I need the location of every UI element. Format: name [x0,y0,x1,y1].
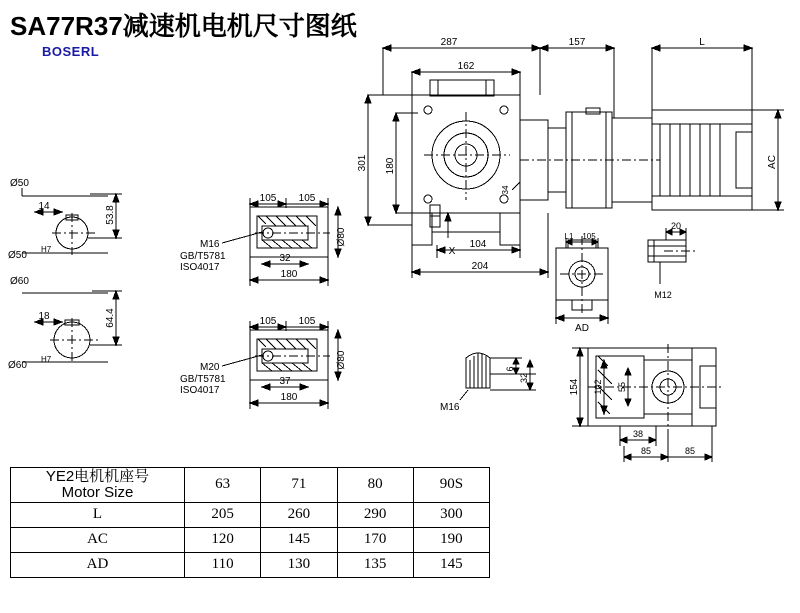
cell: 135 [337,552,413,577]
dim-301: 301 [357,154,368,172]
dim-34: 34 [501,185,510,195]
dim-204: 204 [471,261,489,272]
dim-180-a: 180 [280,269,298,280]
dim-154: 154 [569,378,580,396]
dim-d80-b: Ø80 [336,350,347,370]
dim-32: 32 [279,253,291,264]
dim-85-a: 85 [640,446,652,456]
dim-287: 287 [440,37,458,48]
dim-18: 18 [38,311,50,322]
dim-105-b: 105 [298,193,316,204]
row-label-L: L [11,502,185,527]
label-M16-bolt: M16 [440,402,460,413]
dim-105-e: 105 [582,232,596,241]
dim-38: 38 [632,429,644,439]
label-X: X [448,246,456,257]
cell: 300 [413,502,489,527]
row-label-motor-size [11,468,185,503]
cell: 90S [413,468,489,503]
dim-L: L [699,37,705,48]
dim-85-b: 85 [684,446,696,456]
cell: 120 [185,527,261,552]
dim-102: 102 [593,379,603,395]
cell: 205 [185,502,261,527]
dim-h7-b: H7 [41,355,52,364]
dim-64-4: 64.4 [105,308,116,328]
cell: 190 [413,527,489,552]
dim-d60h7: Ø60 [8,360,27,371]
brand-logo: BOSERL [42,44,100,59]
dim-37: 37 [279,376,291,387]
dim-180-b: 180 [280,392,298,403]
dim-157: 157 [568,37,586,48]
dim-d50h7: Ø50 [8,250,27,261]
row-label-AC: AC [11,527,185,552]
cell: 145 [413,552,489,577]
cell: 63 [185,468,261,503]
label-M16-a: M16 [200,239,220,250]
dim-AC: AC [767,155,778,169]
row-label-AD: AD [11,552,185,577]
dim-20: 20 [670,221,682,231]
dim-105-a: 105 [259,193,277,204]
cell: 170 [337,527,413,552]
dim-d60: Ø60 [10,276,29,287]
motor-size-table [10,467,490,578]
dim-105-d: 105 [298,316,316,327]
label-gb-b: GB/T5781 [180,374,226,385]
dim-AD: AD [575,323,589,334]
dim-162: 162 [457,61,475,72]
label-M12: M12 [654,290,672,300]
dim-180-v: 180 [385,157,396,175]
dim-6: 6 [505,366,515,372]
label-iso-a: ISO4017 [180,262,220,273]
cell: 110 [185,552,261,577]
cell: 145 [261,527,337,552]
page-title: SA77R37减速机电机尺寸图纸 [10,11,357,41]
label-M20: M20 [200,362,220,373]
label-gb-a: GB/T5781 [180,251,226,262]
cell: 130 [261,552,337,577]
cell: 71 [261,468,337,503]
dim-h7-a: H7 [41,245,52,254]
cell: 290 [337,502,413,527]
table-row [11,552,490,577]
dim-104: 104 [469,239,487,250]
dim-14: 14 [38,201,50,212]
cell: 260 [261,502,337,527]
dim-L1: L1 [564,232,574,241]
dim-53-8: 53.8 [105,205,116,225]
label-iso-b: ISO4017 [180,385,220,396]
cell: 80 [337,468,413,503]
dim-d80-a: Ø80 [336,227,347,247]
dim-105-c: 105 [259,316,277,327]
table-row [11,527,490,552]
table-row [11,502,490,527]
row-label-cn: YE2电机机座号 [45,468,150,485]
dim-d50: Ø50 [10,178,29,189]
table-row [11,468,490,503]
dim-32-b: 32 [519,372,529,384]
row-label-en: Motor Size [61,483,134,501]
dim-55: 55 [617,381,627,393]
